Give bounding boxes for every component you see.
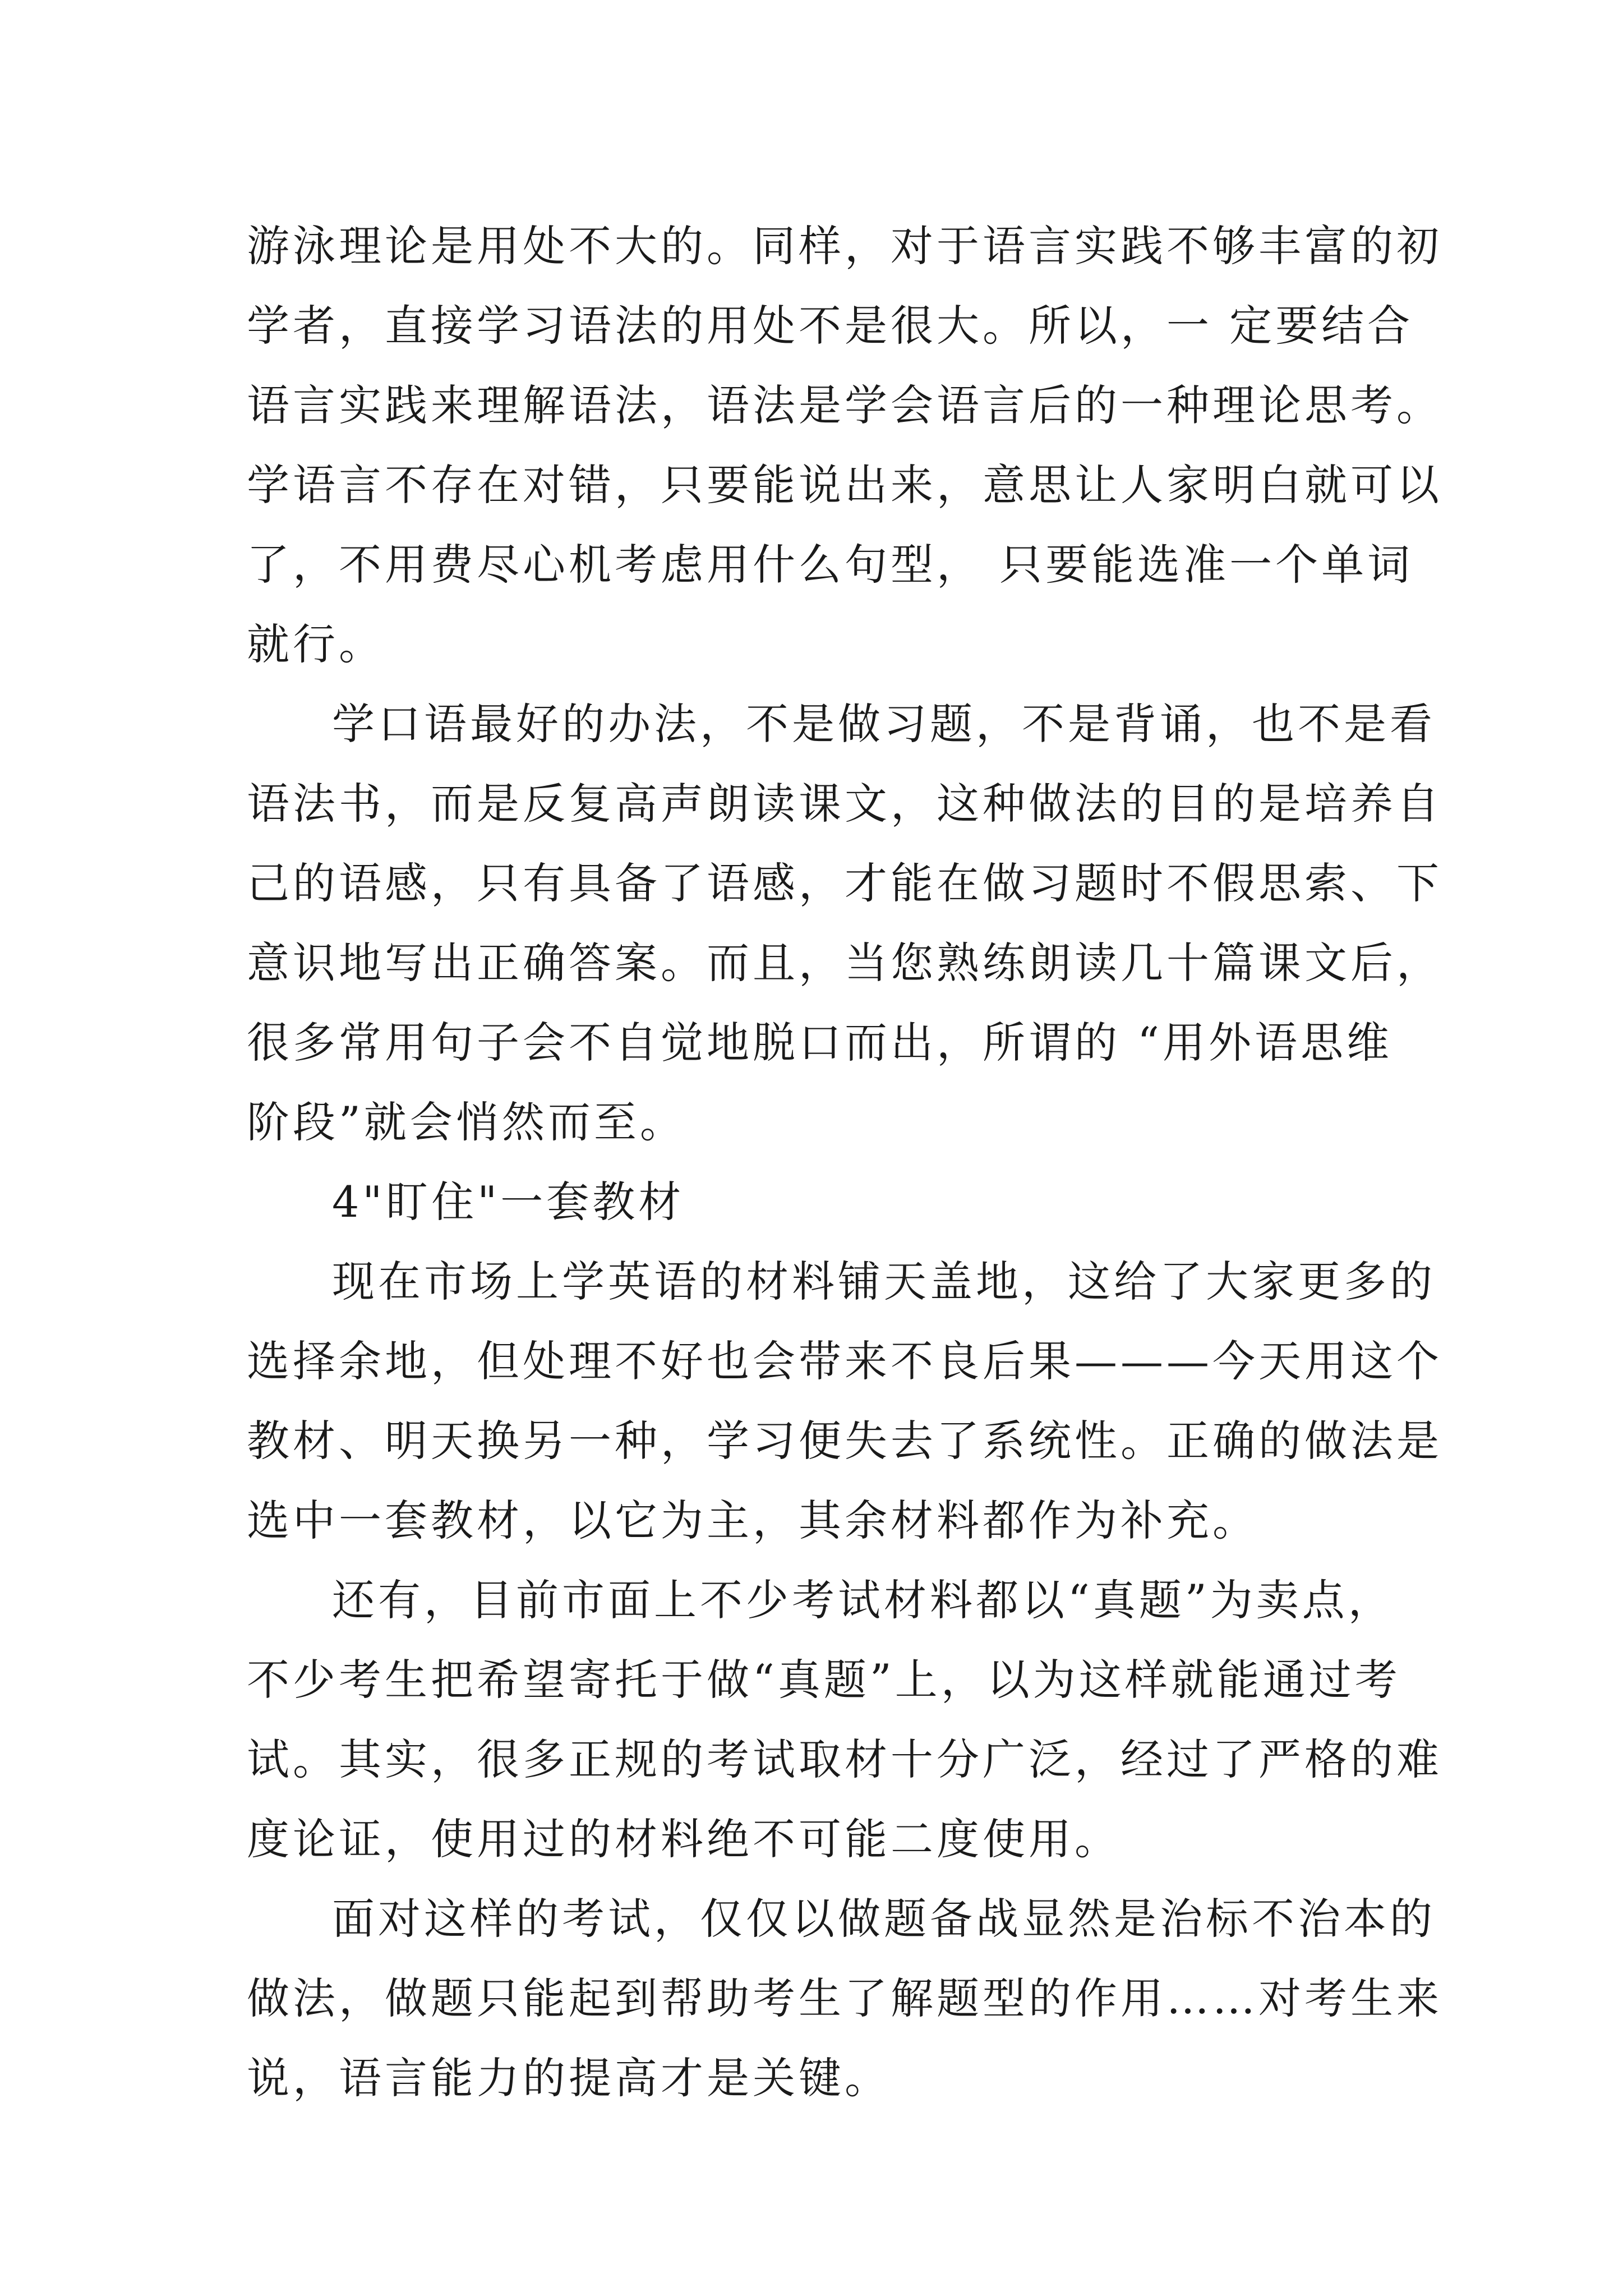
text-line: 度论证，使用过的材料绝不可能二度使用。 [247, 1814, 1121, 1864]
text-line: 教材、明天换另一种，学习便失去了系统性。正确的做法是 [247, 1416, 1442, 1466]
paragraph-first-line: 现在市场上学英语的材料铺天盖地，这给了大家更多的 [332, 1257, 1436, 1306]
text-line: 很多常用句子会不自觉地脱口而出，所谓的 “用外语思维 [247, 1018, 1393, 1068]
text-line: 游泳理论是用处不大的。同样，对于语言实践不够丰富的初 [247, 221, 1442, 271]
paragraph-first-line: 面对这样的考试，仅仅以做题备战显然是治标不治本的 [332, 1894, 1436, 1944]
text-line: 意识地写出正确答案。而且，当您熟练朗读几十篇课文后， [247, 938, 1442, 988]
text-line: 选中一套教材，以它为主，其余材料都作为补充。 [247, 1496, 1258, 1545]
text-line: 学者，直接学习语法的用处不是很大。所以，一 定要结合 [247, 301, 1414, 351]
text-line: 就行。 [247, 619, 385, 669]
body-text [247, 206, 1442, 2118]
text-line: 了，不用费尽心机考虑用什么句型， 只要能选准一个单词 [247, 540, 1414, 590]
text-line: 语法书，而是反复高声朗读课文，这种做法的目的是培养自 [247, 779, 1442, 829]
text-line: 语言实践来理解语法，语法是学会语言后的一种理论思考。 [247, 380, 1442, 430]
section-heading: 4"盯住"一套教材 [332, 1177, 685, 1227]
text-line: 学语言不存在对错，只要能说出来，意思让人家明白就可以 [247, 460, 1442, 510]
text-line: 不少考生把希望寄托于做“真题”上，以为这样就能通过考 [247, 1655, 1401, 1705]
paragraph-first-line: 还有，目前市面上不少考试材料都以“真题”为卖点， [332, 1575, 1394, 1625]
text-line: 试。其实，很多正规的考试取材十分广泛，经过了严格的难 [247, 1734, 1442, 1784]
text-line: 己的语感，只有具备了语感，才能在做习题时不假思索、下 [247, 858, 1442, 908]
paragraph-first-line: 学口语最好的办法，不是做习题，不是背诵，也不是看 [332, 699, 1436, 749]
text-line: 选择余地，但处理不好也会带来不良后果———今天用这个 [247, 1336, 1442, 1386]
text-line: 阶段”就会悄然而至。 [247, 1097, 686, 1147]
text-line: 说，语言能力的提高才是关键。 [247, 2053, 891, 2103]
text-line: 做法，做题只能起到帮助考生了解题型的作用……对考生来 [247, 1973, 1442, 2023]
